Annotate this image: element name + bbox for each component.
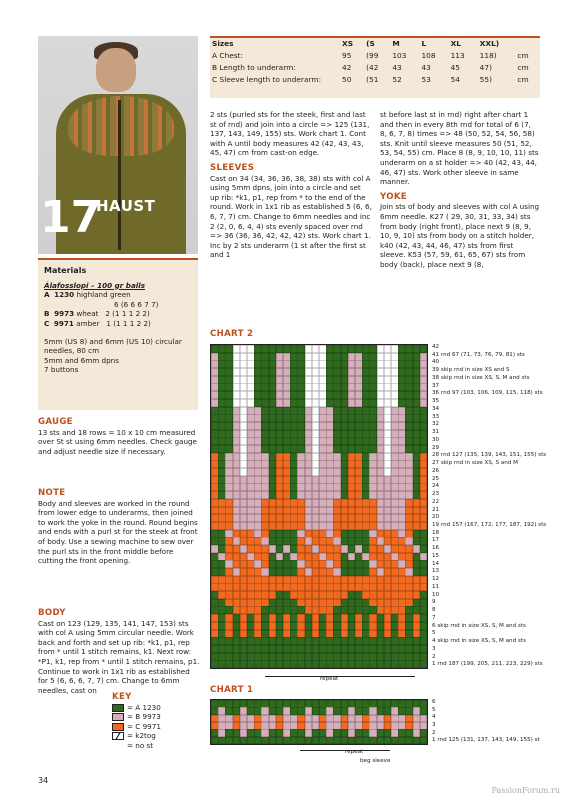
chart-row-label: 3 bbox=[432, 645, 436, 652]
chart-row-label: 17 bbox=[432, 537, 440, 544]
cell: 95 bbox=[342, 51, 352, 61]
chart-row-label: 38 skip rnd in size XS, S, M and sts bbox=[432, 374, 530, 381]
swatch-k2tog bbox=[112, 732, 124, 740]
chart-row-label: 33 bbox=[432, 413, 440, 420]
cell: 108 bbox=[421, 51, 436, 61]
body-section bbox=[38, 609, 200, 695]
middle-column bbox=[210, 110, 372, 260]
stitch-cell bbox=[420, 737, 428, 745]
pattern-number: 17 bbox=[40, 192, 102, 243]
chart-row-label: 9 bbox=[432, 599, 436, 606]
yarn-name: Álafosslopi – 100 gr balls bbox=[44, 280, 146, 290]
cell: 55) bbox=[479, 75, 492, 85]
chart-row-label: 27 skip rnd in size XS, S and M bbox=[432, 460, 518, 467]
cell: (51 bbox=[366, 75, 379, 85]
cell: 53 bbox=[421, 75, 431, 85]
key-item-a bbox=[112, 703, 200, 713]
color-amounts: 2 (1 1 1 2 2) bbox=[105, 309, 150, 319]
swatch-nost bbox=[112, 742, 124, 750]
size-row-sleeve bbox=[210, 74, 540, 86]
chart-row-label: 40 bbox=[432, 359, 440, 366]
chart-row-label: 16 bbox=[432, 545, 440, 552]
note-text: Body and sleeves are worked in the round from lower edge to underarms, then joined to work the yoke in the round. Round begins and ends with a purl st for the steek at front of body. Use a sewing machine to sew over the purl sts in the front middle before cutting the front opening. bbox=[38, 498, 198, 566]
watermark: PassionForum.ru bbox=[491, 786, 560, 796]
cell: 54 bbox=[450, 75, 460, 85]
key-label: = C 9971 bbox=[127, 721, 161, 731]
color-b-row bbox=[44, 309, 192, 319]
size-m: M bbox=[392, 39, 400, 49]
materials-panel bbox=[38, 258, 198, 410]
color-number: 9971 bbox=[53, 318, 74, 328]
cover-photo bbox=[38, 36, 198, 254]
chart-row-label: 5 bbox=[432, 630, 436, 637]
sizes-header-row bbox=[210, 38, 540, 50]
swatch-green bbox=[112, 704, 124, 712]
key-item-nost bbox=[112, 741, 200, 751]
size-row-chest bbox=[210, 50, 540, 62]
note-heading: NOTE bbox=[38, 488, 66, 498]
chart-row-label: 7 bbox=[432, 614, 436, 621]
chart-row-label: 39 skip rnd in size XS and S bbox=[432, 367, 510, 374]
chart1-grid bbox=[210, 699, 428, 745]
chart-row-label: 22 bbox=[432, 498, 440, 505]
chart-row-label: 10 bbox=[432, 591, 440, 598]
color-amounts: 1 (1 1 1 2 2) bbox=[106, 318, 151, 328]
dpns-text: 5mm and 6mm dpns bbox=[44, 355, 119, 365]
chart-row-label: 21 bbox=[432, 506, 440, 513]
size-row-length bbox=[210, 62, 540, 74]
key-legend bbox=[112, 693, 200, 751]
cell: 103 bbox=[392, 51, 407, 61]
chart-row-label: 12 bbox=[432, 576, 440, 583]
cell: 42 bbox=[342, 63, 352, 73]
chart-row-label: 23 bbox=[432, 491, 440, 498]
chart-row-label: 3 bbox=[432, 722, 436, 728]
sleeves-heading: SLEEVES bbox=[210, 162, 255, 173]
chart-row-label: 41 rnd 67 (71, 73, 76, 79, 81) sts bbox=[432, 351, 525, 358]
chart-row-label: 19 rnd 157 (167, 172, 177, 187, 192) sts bbox=[432, 521, 547, 528]
sleeves-text: Cast on 34 (34, 36, 36, 38, 38) sts with col A using 5mm dpns, join into a circle and set up rib: *k1, p1, rep from * to the end of the round. Work in 1x1 rib as established 5 (6, 6, 6, 7, 7) cm. Change to 6mm needles and inc 2 (2, 0, 6, 4, 4) sts evenly spaced over rnd => 36 (36, 36, 42, 42, 42) sts. Work chart 1. Inc by 2 sts underarm (1 st after the first st and 1 bbox=[210, 173, 372, 260]
size-xl: XL bbox=[450, 39, 461, 49]
chart-row-label: 32 bbox=[432, 421, 440, 428]
chart-row-label: 20 bbox=[432, 514, 440, 521]
zipper-illustration bbox=[118, 100, 121, 250]
row-label: B Length to underarm: bbox=[212, 63, 296, 73]
chart-row-label: 1 rnd 187 (199, 205, 211, 223, 229) sts bbox=[432, 661, 543, 668]
chart-row-label: 28 rnd 127 (135, 139, 143, 151, 155) sts bbox=[432, 452, 547, 459]
swatch-orange bbox=[112, 723, 124, 731]
chart-row-label: 8 bbox=[432, 607, 436, 614]
chart2-repeat-label: repeat bbox=[320, 676, 339, 682]
color-name: wheat bbox=[76, 309, 99, 319]
color-a-row bbox=[44, 290, 192, 300]
cell: 50 bbox=[342, 75, 352, 85]
chart-row-label: 35 bbox=[432, 398, 440, 405]
chart2-repeat-bracket bbox=[265, 671, 415, 677]
color-c-row bbox=[44, 319, 192, 329]
needles-text: 5mm (US 8) and 6mm (US 10) circular needles, 80 cm bbox=[44, 336, 182, 356]
chart-row-label: 34 bbox=[432, 405, 440, 412]
chart-row-label: 14 bbox=[432, 560, 440, 567]
cell: (99 bbox=[366, 51, 379, 61]
yoke-heading: YOKE bbox=[380, 191, 407, 202]
chart-row-label: 42 bbox=[432, 344, 440, 350]
row-label: A Chest: bbox=[212, 51, 244, 61]
chart1-sleeve-label: beg sleeve bbox=[360, 758, 391, 764]
yoke-text: Join sts of body and sleeves with col A using 6mm needle. K27 ( 29, 30, 31, 33, 34) sts from body (right front), place next 9 (8, 9, 10, 9, 10) sts from body on a stitch holder, k40 (42, 43, 44, 46, 47) sts from first sleeve. K53 (57, 59, 61, 65, 67) sts from body (back), place next 9 (8, bbox=[380, 202, 540, 269]
chart-row-label: 36 rnd 97 (103, 106, 109, 115, 118) sts bbox=[432, 390, 543, 397]
chart-row-label: 2 bbox=[432, 729, 436, 736]
key-label: = A 1230 bbox=[127, 702, 161, 712]
sizes-table bbox=[210, 36, 540, 98]
row-label: C Sleeve length to underarm: bbox=[212, 75, 322, 85]
chart-row-label: 24 bbox=[432, 483, 440, 490]
chart-row-label: 25 bbox=[432, 475, 440, 482]
key-item-c bbox=[112, 722, 200, 732]
chart-row-label: 1 rnd 125 (131, 137, 143, 149, 155) st bbox=[432, 737, 540, 744]
chart-row-label: 4 skip rnd in size XS, S, M and sts bbox=[432, 638, 526, 645]
unit: cm bbox=[517, 63, 529, 73]
cell: 43 bbox=[421, 63, 431, 73]
color-number: 9973 bbox=[54, 309, 75, 319]
cell: 52 bbox=[392, 75, 402, 85]
color-name: highland green bbox=[76, 290, 131, 300]
key-item-k2tog bbox=[112, 731, 200, 741]
chart-row-label: 2 bbox=[432, 653, 436, 660]
chart-row-label: 11 bbox=[432, 583, 440, 590]
chart2-grid bbox=[210, 344, 428, 669]
color-name: amber bbox=[76, 318, 100, 328]
gauge-heading: GAUGE bbox=[38, 417, 73, 427]
cell: 47) bbox=[479, 63, 492, 73]
swatch-pink bbox=[112, 713, 124, 721]
cell: 45 bbox=[450, 63, 460, 73]
chart-row-label: 4 bbox=[432, 714, 436, 721]
color-number: 1230 bbox=[54, 290, 75, 300]
color-code: A bbox=[44, 290, 50, 300]
size-s: (S bbox=[366, 39, 375, 49]
color-code: B bbox=[44, 309, 50, 319]
chart-row-label: 13 bbox=[432, 568, 440, 575]
pattern-name: HAUST bbox=[96, 197, 156, 215]
chart-row-label: 6 skip rnd in size XS, S, M and sts bbox=[432, 622, 526, 629]
key-label: = k2tog bbox=[127, 731, 156, 741]
key-label: = B 9973 bbox=[127, 712, 161, 722]
chart-row-label: 6 bbox=[432, 699, 436, 705]
chart-row-label: 30 bbox=[432, 436, 440, 443]
key-label: = no st bbox=[127, 740, 154, 750]
chart2-row-labels bbox=[432, 344, 562, 669]
face-illustration bbox=[96, 48, 136, 92]
key-heading: KEY bbox=[112, 692, 132, 702]
chart-row-label: 15 bbox=[432, 552, 440, 559]
chart-row-label: 37 bbox=[432, 382, 440, 389]
color-code: C bbox=[44, 318, 50, 328]
color-a-amounts: 6 (6 6 6 7 7) bbox=[114, 299, 159, 309]
gauge-section bbox=[38, 418, 200, 456]
middle-top-text: 2 sts (purled sts for the steek, first and last st of rnd) and join into a circle => 125 (131, 137, 143, 149, 155) sts. Work chart 1. Cont with A until body measures 42 (42, 43, 43, 45, 47) cm from cast-on edge. bbox=[210, 110, 370, 158]
materials-title: Materials bbox=[44, 266, 87, 275]
chart-row-label: 26 bbox=[432, 467, 440, 474]
chart2-title: CHART 2 bbox=[210, 329, 254, 339]
page-number: 34 bbox=[38, 776, 49, 785]
gauge-text: 13 sts and 18 rows = 10 x 10 cm measured over St st using 6mm needles. Check gauge and adjust needle size if necessary. bbox=[38, 427, 197, 456]
buttons-text: 7 buttons bbox=[44, 365, 79, 375]
body-heading: BODY bbox=[38, 608, 66, 618]
chart1-title: CHART 1 bbox=[210, 685, 254, 695]
body-text: Cast on 123 (129, 135, 141, 147, 153) sts with col A using 5mm circular needle. Work back and forth and set up rib: *k1, p1, rep from * until 1 stitch remains, k1. Next row: *P1, k1, rep from * until 1 stitch remains, p1. Continue to work in 1x1 rib as established for 5 (6, 6, 6, 7, 7) cm. Change to 6mm needles, cast on bbox=[38, 618, 200, 695]
sizes-header-label: Sizes bbox=[212, 39, 234, 49]
chart1-row-labels bbox=[432, 699, 562, 745]
cell: (42 bbox=[366, 63, 379, 73]
right-column bbox=[380, 110, 540, 270]
chart-row-label: 5 bbox=[432, 706, 436, 713]
size-xxl: XXL) bbox=[479, 39, 500, 49]
stitch-cell bbox=[420, 660, 428, 668]
size-l: L bbox=[421, 39, 427, 49]
chart-row-label: 29 bbox=[432, 444, 440, 451]
unit: cm bbox=[517, 75, 529, 85]
chart-row-label: 31 bbox=[432, 429, 440, 436]
cell: 113 bbox=[450, 51, 465, 61]
cell: 43 bbox=[392, 63, 402, 73]
unit: cm bbox=[517, 51, 529, 61]
cell: 118) bbox=[479, 51, 497, 61]
chart1-repeat-label: repeat bbox=[345, 749, 364, 755]
size-xs: XS bbox=[342, 39, 354, 49]
key-item-b bbox=[112, 712, 200, 722]
chart-row-label: 18 bbox=[432, 529, 440, 536]
right-top-text: st before last st in rnd) right after chart 1 and then in every 8th rnd for total of 6 (7, 8, 6, 7, 8) times => 48 (50, 52, 54, 56, 58) sts. Knit until sleeve measures 50 (51, 52, 53, 54, 55) cm. Place 8 (8, 9, 10, 10, 11) sts underarm on a st holder => 40 (42, 43, 44, 46, 47) sts. Work other sleeve in same manner. bbox=[380, 110, 539, 187]
yoke-pattern-illustration bbox=[68, 96, 174, 156]
note-section bbox=[38, 489, 200, 566]
